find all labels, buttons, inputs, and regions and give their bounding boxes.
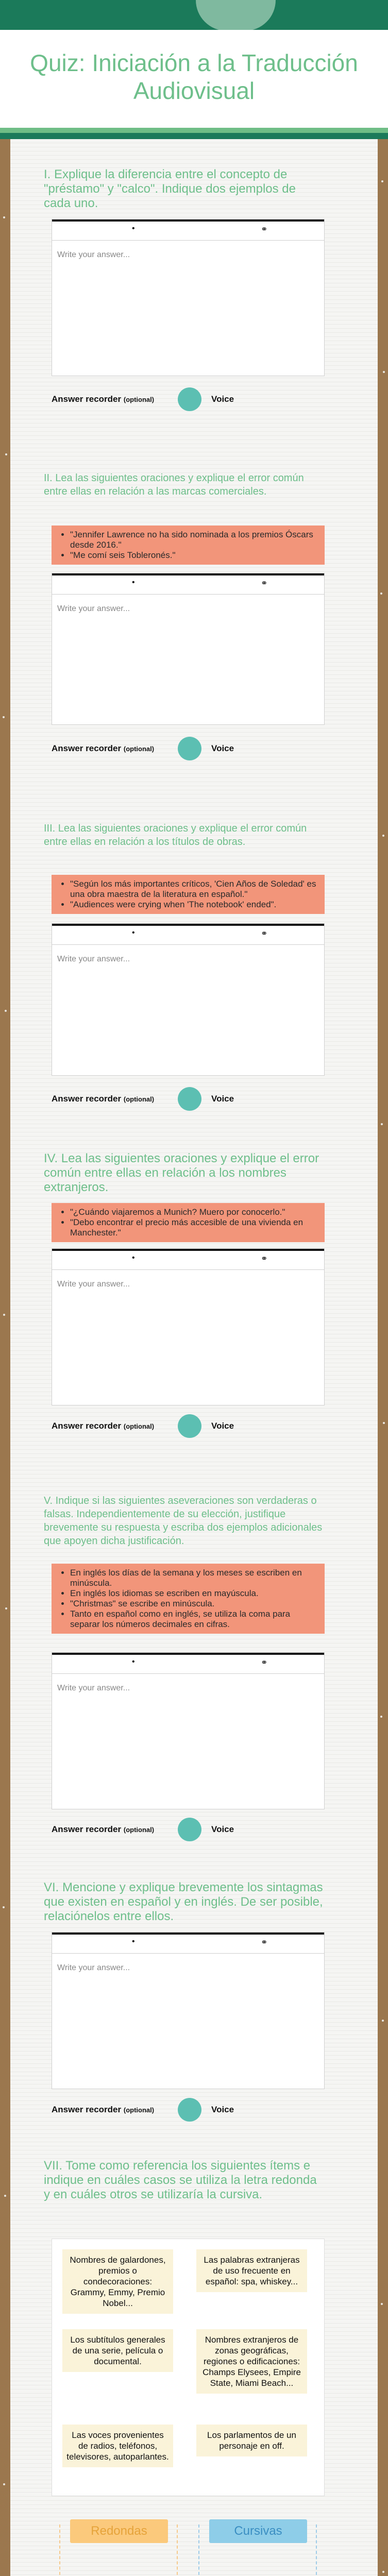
header-stripe: [0, 128, 388, 133]
example-item: • En inglés los idiomas se escriben en mayúscula.: [70, 1588, 319, 1599]
question-2: II. Lea las siguientes oraciones y explique el error común entre ellas en relación a las marcas comerciales.: [44, 472, 304, 497]
example-item: • "Según los más importantes críticos, 'Cien Años de Soledad' es una obra maestra de la literatura en español.": [70, 879, 319, 900]
recorder-label: Answer recorder (optional): [52, 2105, 155, 2114]
recorder-label: Answer recorder (optional): [52, 394, 155, 404]
voice-record-button[interactable]: [178, 1818, 201, 1841]
examples-4: [52, 1203, 325, 1242]
answer-placeholder[interactable]: Write your answer...: [57, 1280, 130, 1289]
answer-recorder-3: [52, 1087, 325, 1111]
question-7: VII. Tome como referencia los siguientes ítems e indique en cuáles casos se utiliza la letra redonda y en cuáles otros se utilizaría la cursiva.: [44, 2159, 317, 2201]
drag-card[interactable]: Las palabras extranjeras de uso frecuente en español: spa, whiskey...: [196, 2249, 307, 2292]
bullet-list-icon[interactable]: •: [132, 1937, 135, 1946]
drag-card[interactable]: Los subtítulos generales de una serie, película o documental.: [62, 2329, 173, 2372]
answer-placeholder[interactable]: Write your answer...: [57, 955, 130, 963]
page-title: Quiz: Iniciación a la Traducción Audiovisual: [30, 49, 358, 104]
drag-card[interactable]: Los parlamentos de un personaje en off.: [196, 2425, 307, 2456]
answer-recorder-4: [52, 1414, 325, 1438]
drag-cards-area: [52, 2239, 325, 2496]
header-stripe-dark: [0, 133, 388, 139]
drag-card[interactable]: Las voces provenientes de radios, teléfonos, televisores, autoparlantes.: [62, 2425, 173, 2467]
answer-recorder-6: [52, 2098, 325, 2122]
link-icon[interactable]: ⚭: [261, 1938, 268, 1947]
question-6: VI. Mencione y explique brevemente los sintagmas que existen en español y en inglés. De ser posible, relaciónelos entre ellos.: [44, 1880, 323, 1923]
answer-placeholder[interactable]: Write your answer...: [57, 1684, 130, 1692]
category-redondas: Redondas: [70, 2519, 168, 2543]
link-icon[interactable]: ⚭: [261, 225, 268, 234]
answer-box-1[interactable]: [52, 219, 325, 376]
answer-recorder-1: [52, 387, 325, 411]
drop-zone-cursivas[interactable]: [198, 2524, 317, 2576]
voice-label: Voice: [211, 2105, 234, 2114]
link-icon[interactable]: ⚭: [261, 929, 268, 938]
editor-toolbar: [52, 1249, 324, 1270]
voice-label: Voice: [211, 1421, 234, 1431]
editor-toolbar: [52, 1653, 324, 1674]
example-item: • "Audiences were crying when 'The notebook' ended".: [70, 900, 319, 910]
answer-placeholder[interactable]: Write your answer...: [57, 604, 130, 613]
question-1: I. Explique la diferencia entre el concepto de "préstamo" y "calco". Indique dos ejemplos de cada uno.: [44, 167, 296, 210]
recorder-label: Answer recorder (optional): [52, 743, 155, 753]
answer-placeholder[interactable]: Write your answer...: [57, 1963, 130, 1972]
answer-box-3[interactable]: [52, 923, 325, 1076]
example-item: • "¿Cuándo viajaremos a Munich? Muero por conocerlo.": [70, 1207, 319, 1217]
example-item: • "Christmas" se escribe en minúscula.: [70, 1599, 319, 1609]
right-border: [378, 0, 388, 2576]
recorder-label: Answer recorder (optional): [52, 1094, 155, 1104]
example-item: • Tanto en español como en inglés, se utiliza la coma para separar los números decimales en cifras.: [70, 1609, 319, 1630]
header-bar: [0, 0, 388, 30]
example-item: • "Jennifer Lawrence no ha sido nominada a los premios Óscars desde 2016.": [70, 530, 319, 550]
voice-record-button[interactable]: [178, 1414, 201, 1438]
answer-recorder-5: [52, 1818, 325, 1841]
voice-label: Voice: [211, 394, 234, 404]
voice-label: Voice: [211, 1094, 234, 1104]
editor-toolbar: [52, 219, 324, 241]
link-icon[interactable]: ⚭: [261, 579, 268, 588]
header: [0, 30, 388, 128]
voice-record-button[interactable]: [178, 387, 201, 411]
recorder-label: Answer recorder (optional): [52, 1824, 155, 1834]
link-icon[interactable]: ⚭: [261, 1658, 268, 1667]
examples-2: [52, 526, 325, 565]
voice-record-button[interactable]: [178, 737, 201, 760]
bullet-list-icon[interactable]: •: [132, 1253, 135, 1262]
drag-card[interactable]: Nombres de galardones, premios o condecoraciones: Grammy, Emmy, Premio Nobel...: [62, 2249, 173, 2314]
examples-5: [52, 1564, 325, 1634]
examples-3: [52, 875, 325, 914]
example-item: • "Debo encontrar el precio más accesible de una vivienda en Manchester.": [70, 1217, 319, 1238]
voice-record-button[interactable]: [178, 2098, 201, 2122]
voice-label: Voice: [211, 743, 234, 753]
drag-card[interactable]: Nombres extranjeros de zonas geográficas, regiones o edificaciones: Champs Elysees, Empire State, Miami Beach...: [196, 2329, 307, 2394]
example-item: • "Me comí seis Tobleronés.": [70, 550, 319, 561]
editor-toolbar: [52, 924, 324, 945]
link-icon[interactable]: ⚭: [261, 1255, 268, 1263]
bullet-list-icon[interactable]: •: [132, 1657, 135, 1666]
drop-zone-redondas[interactable]: [59, 2524, 178, 2576]
bullet-list-icon[interactable]: •: [132, 578, 135, 587]
answer-placeholder[interactable]: Write your answer...: [57, 250, 130, 259]
left-border: [0, 0, 10, 2576]
answer-recorder-2: [52, 737, 325, 760]
answer-box-6[interactable]: [52, 1932, 325, 2089]
question-5: V. Indique si las siguientes aseveraciones son verdaderas o falsas. Independientemente de su elección, justifique brevemente su respuesta y escriba dos ejemplos adicionales que apoyen dicha justificación.: [44, 1495, 323, 1547]
editor-toolbar: [52, 1933, 324, 1954]
bullet-list-icon[interactable]: •: [132, 224, 135, 233]
question-3: III. Lea las siguientes oraciones y explique el error común entre ellas en relación a los títulos de obras.: [44, 823, 307, 848]
answer-box-5[interactable]: [52, 1652, 325, 1809]
voice-label: Voice: [211, 1824, 234, 1834]
category-cursivas: Cursivas: [209, 2519, 307, 2543]
editor-toolbar: [52, 573, 324, 595]
example-item: • En inglés los días de la semana y los meses se escriben en minúscula.: [70, 1568, 319, 1588]
recorder-label: Answer recorder (optional): [52, 1421, 155, 1431]
voice-record-button[interactable]: [178, 1087, 201, 1111]
bullet-list-icon[interactable]: •: [132, 928, 135, 937]
answer-box-2[interactable]: [52, 573, 325, 725]
question-4: IV. Lea las siguientes oraciones y explique el error común entre ellas en relación a los nombres extranjeros.: [44, 1151, 319, 1194]
answer-box-4[interactable]: [52, 1248, 325, 1405]
